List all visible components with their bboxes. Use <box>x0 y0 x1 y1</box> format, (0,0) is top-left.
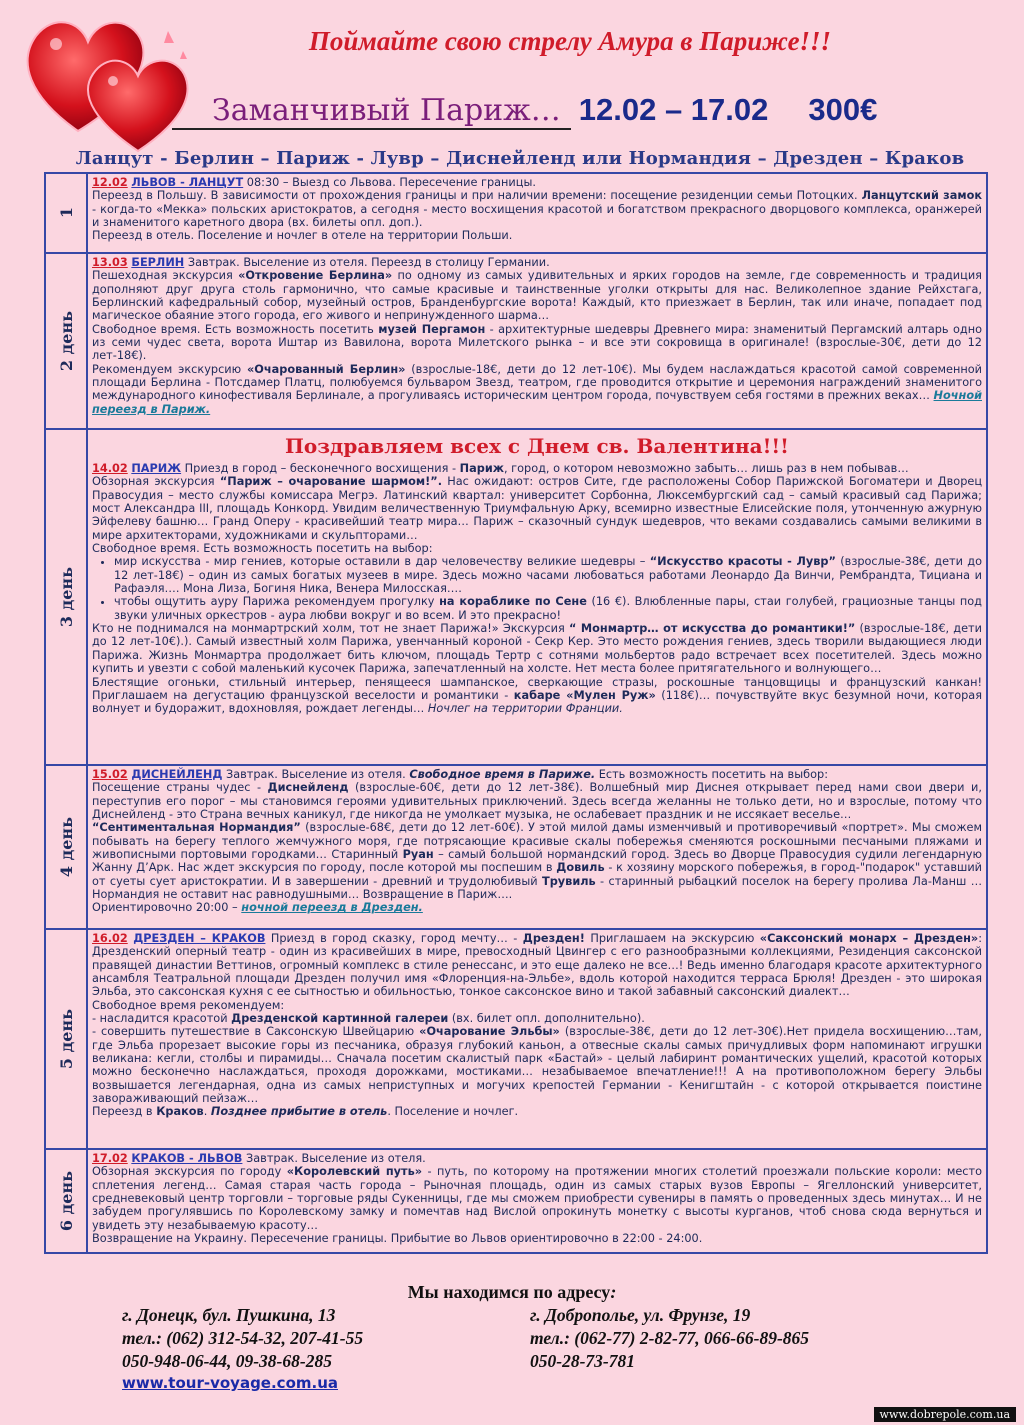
text: Обзорная экскурсия по городу <box>92 1165 287 1179</box>
highlight: кабаре «Мулен Руж» <box>513 688 656 702</box>
text: Посещение страны чудес - <box>92 781 268 795</box>
text: : Дрезденский оперный театр - один из красивейших в мире, превосходный Цвингер с его разнообразными коллекциями, Резиденция саксонской правящей династии Веттинов, огромный комплекс в стиле ренессанс, и это еще далеко не все…! Ведь именно благодаря красоте архитектурного ансамбля Театральной площади Дрезден получил имя «Флоренция-на-Эльбе», вдоль которой находится терраса Брюля! Дрезден - это широкая Эльба, это саксонская кухня с ее сытностью и обильностью, тонкое саксонское вино и такой забавный саксонский диалект… <box>92 932 982 999</box>
text: Переезд в отель. Поселение и ночлег в отеле на территории Польши. <box>92 229 513 243</box>
highlight: “ Монмартр… от искусства до романтики!” <box>568 622 856 636</box>
list-item <box>114 595 982 622</box>
text: . Поселение и ночлег. <box>387 1105 519 1119</box>
phone-line: тел.: (062) 312-54-32, 207-41-55 <box>122 1328 364 1348</box>
text: Пешеходная экскурсия <box>92 269 239 283</box>
text: Свободное время. Есть возможность посетить на выбор: <box>92 542 433 556</box>
day-city: КРАКОВ - ЛЬВОВ <box>131 1152 243 1165</box>
day-date: 16.02 <box>92 932 128 945</box>
list-item <box>114 555 982 595</box>
day-city: ДИСНЕЙЛЕНД <box>131 768 223 781</box>
text: , город, о котором невозможно забыть… лишь раз в нем побывав… <box>504 462 909 475</box>
address-heading-text: Мы находимся по адресу <box>407 1282 611 1302</box>
text: - путь, по которому на протяжении многих столетий проезжали польские короли: место сплетения легенд… Самая старая часть города – Рыночная площадь, один из самых старых вузов Европы – Ягеллонский университет, средневековый центр торговли – торговые ряды Сукенницы, где мы сможем приобрести сувениры в память о проведенных здесь минутах… И не забудем прогулявшись по Королевскому замку и помечтав над Вислой опрокинуть монетку с высоты курганов, чтоб снова сюда вернуться и увидеть эту незабываемую красоту… <box>92 1165 983 1232</box>
day-6-text <box>87 1149 987 1253</box>
text: Рекомендуем экскурсию <box>92 362 247 376</box>
text: Приглашаем на экскурсию <box>584 932 760 945</box>
text: Ориентировочно 20:00 – <box>92 901 242 915</box>
website-link[interactable]: www.tour-voyage.com.ua <box>122 1374 339 1392</box>
text: - к хозяину морского побережья, в город-"подарок" уставший от суеты сует аристократии. И в завершении - древний и трудолюбивый <box>92 861 983 888</box>
address-heading-colon: : <box>610 1282 617 1302</box>
day-label: 4 день <box>56 816 76 878</box>
day-label-cell <box>45 929 87 1149</box>
text: - совершить путешествие в Саксонскую Швейцарию <box>92 1025 420 1039</box>
day-5-text <box>87 929 987 1149</box>
day-row-1 <box>45 173 987 253</box>
hearts-icon <box>18 6 208 156</box>
highlight: Краков <box>156 1105 204 1119</box>
text: Переезд в <box>92 1105 157 1119</box>
address-dobropolye <box>530 1304 809 1373</box>
options-list <box>92 555 982 622</box>
text: (16 €). Влюбленные пары, стаи голубей, грациозные танцы под звуки уличных оркестров - аура любви вокруг и во всем. И это прекрасно! <box>114 595 982 622</box>
text: - архитектурные шедевры Древнего мира: знаменитый Пергамский алтарь одно из семи чудес света, ворота Иштар из Вавилона, ворота Милетского рынка – и все эти сокровища в оригинале! (взрослые-30€, дети до 12 лет-18€). <box>92 322 983 363</box>
highlight: Диснейленд <box>267 781 349 795</box>
highlight: на кораблике по Сене <box>439 595 587 609</box>
day-city: ЛЬВОВ - ЛАНЦУТ <box>131 176 244 189</box>
day-2-text <box>87 253 987 429</box>
text: Возвращение на Украину. Пересечение границы. Прибытие во Львов ориентировочно в 22:00 - 24:00. <box>92 1232 703 1246</box>
day-label-cell <box>45 1149 87 1253</box>
highlight: «Саксонский монарх – Дрезден» <box>759 932 979 945</box>
highlight: Трувиль <box>542 874 596 888</box>
phone-line: 050-948-06-44, 09-38-68-285 <box>122 1351 332 1371</box>
highlight: «Очарование Эльбы» <box>419 1025 560 1039</box>
highlight: «Королевский путь» <box>286 1165 423 1179</box>
text: мир искусства - мир гениев, которые оставили в дар человечеству великие шедевры – <box>114 555 650 569</box>
day-row-5 <box>45 929 987 1149</box>
text: - старинный рыбацкий поселок на берегу пролива Ла-Манш … Нормандия не оставит нас равнодушными… Возвращение в Париж…. <box>92 874 982 902</box>
highlight: Ланцутский замок <box>861 189 983 203</box>
day-label-cell <box>45 173 87 253</box>
text: . <box>203 1105 211 1119</box>
highlight: “Париж – очарование шармом!”. <box>219 475 442 489</box>
phone-line: тел.: (062-77) 2-82-77, 066-66-89-865 <box>530 1328 810 1348</box>
text: - насладится красотой <box>92 1012 232 1026</box>
text: (взрослые-38€, дети до 12 лет-18€) – один из самых богатых музеев в мире. Здесь можно часами любоваться работами Леонардо Да Винчи, Рембрандта, Тициана и Рафаэля…. Мона Лиза, Богиня Ника, Венера Милосская…. <box>114 555 982 596</box>
day-3-text <box>87 429 987 765</box>
text: 08:30 – Выезд со Львова. Пересечение границы. <box>243 176 536 189</box>
day-city: ДРЕЗДЕН – КРАКОВ <box>133 932 266 945</box>
text: по одному из самых удивительных и ярких городов на земле, где современность и традиция дополняют друг друга столь гармонично, что самые красивые и таинственные уголки открыты для нас. Великолепное здание Рейхстага, Берлинский кафедральный собор, музейный остров, Бранденбургские ворота! Каждый, кто приезжает в Берлин, так или иначе, попадает под магическое обаяние этого города, его живого и непринужденного шарма… <box>92 269 982 323</box>
congratulations-banner: Поздравляем всех с Днем св. Валентина!!! <box>285 434 789 458</box>
tour-title-line <box>172 92 932 132</box>
highlight: Довиль <box>556 861 605 875</box>
text: Свободное время рекомендуем: <box>92 998 285 1012</box>
route: Ланцут - Берлин – Париж - Лувр – Диснейленд или Нормандия – Дрезден – Краков <box>75 148 965 169</box>
highlight: Свободное время в Париже. <box>409 768 596 781</box>
day-4-text <box>87 765 987 929</box>
highlight: музей Пергамон <box>378 322 486 336</box>
highlight: Дрезденской картинной галереи <box>231 1012 449 1026</box>
text: Завтрак. Выселение из отеля. <box>242 1152 426 1165</box>
text: (взрослые-18€, дети до 12 лет-10€).). Самый известный холм Парижа, увенчанный короной - Секр Кер. Это место рождения гениев, здесь творили выдающиеся люди Парижа. Жизнь Монмартра продолжает бить ключом, площадь Тертр с сотнями мольбертов радо встречает всех посетителей. Здесь можно купить и увезти с собой маленький кусочек Парижа, запечатленный на холсте. Нет места более притягательного и волнующего… <box>92 622 982 676</box>
day-row-3 <box>45 429 987 765</box>
text: Переезд в Польшу. В зависимости от прохождения границы и при наличии времени: посещение резиденции семьи Потоцких. <box>92 189 858 203</box>
day-row-2 <box>45 253 987 429</box>
text: (взрослые-60€, дети до 12 лет-38€). Волшебный мир Диснея открывает перед нами свои двери и, переступив его порог – мы становимся героями удивительных приключений. Здесь всегда желанны не только дети, но и взрослые, потому что Диснейленд - это Страна вечных каникул, где никогда не умолкает музыка, не ослабевает праздник и не иссякает веселье… <box>92 781 982 822</box>
highlight: Руан <box>402 848 434 862</box>
highlight: Дрезден! <box>522 932 585 945</box>
address-donetsk <box>122 1304 363 1373</box>
text: Свободное время. Есть возможность посетить <box>92 322 379 336</box>
phone-line: 050-28-73-781 <box>530 1351 635 1371</box>
text: (взрослые-18€, дети до 12 лет-10€). Мы будем наслаждаться красотой самой современной площади Берлина - Потсдамер Платц, полюбуемся бульваром Звезд, театром, где проводится открытие и церемония награждений знаменитого международного кинофестиваля Берлинале, а прогуливаясь историческим центром города, почувствуем себя гостями в прежних веках… <box>92 362 982 403</box>
text: Приезд в город – бесконечного восхищения - <box>181 462 460 475</box>
day-row-6 <box>45 1149 987 1253</box>
text: Обзорная экскурсия <box>92 475 220 489</box>
day-label: 2 день <box>56 310 76 372</box>
text: Блестящие огоньки, стильный интерьер, пенящееся шампанское, сверкающие стразы, роскошные танцовщицы и французский канкан! Приглашаем на дегустацию французской веселости и романтики - <box>92 675 982 702</box>
text: чтобы ощутить ауру Парижа рекомендуем прогулку <box>114 595 440 609</box>
night-transfer-link[interactable]: Ночной переезд в Париж. <box>92 389 982 416</box>
tour-name: Заманчивый Париж… <box>172 94 571 130</box>
text: Завтрак. Выселение из отеля. <box>222 768 410 781</box>
day-city: ПАРИЖ <box>131 462 182 475</box>
text: Приезд в город сказку, город мечту… - <box>265 932 523 945</box>
night-transfer-link[interactable]: ночной переезд в Дрезден. <box>241 901 423 915</box>
day-label-cell <box>45 429 87 765</box>
highlight: “Искусство красоты - Лувр” <box>649 555 836 569</box>
day-date: 14.02 <box>92 462 128 475</box>
day-date: 15.02 <box>92 768 128 781</box>
text: Кто не поднимался на монмартрский холм, тот не знает Парижа!» Экскурсия <box>92 622 569 636</box>
day-date: 12.02 <box>92 176 128 189</box>
text: (взрослые-38€, дети до 12 лет-30€).Нет придела восхищению…там, где Эльба прорезает высокие горы из песчаника, образуя глубокий каньон, а отвесные скалы самых причудливых форм напоминают игрушки великана: кегли, столбы и пирамиды… Сначала посетим скалистый парк «Бастай» - целый лабиринт романтических ущелий, красотой которых можно бесконечно наслаждаться, проходя дорожками, мостиками… незабываемое впечатление!!! А на противоположном берегу Эльбы возвышается легендарная, одна из самых неприступных и могучих крепостей Германии - Кенигштайн - с которой открывается поистине завораживающий пейзаж… <box>92 1025 982 1106</box>
day-row-4 <box>45 765 987 929</box>
text: – самый большой нормандский город. Здесь во Дворце Правосудия судили легендарную Жанну Д’Арк. Нас ждет экскурсия по городу, после которой мы поспешим в <box>92 848 982 875</box>
day-city: БЕРЛИН <box>131 256 185 269</box>
day-label: 5 день <box>56 1008 76 1070</box>
text: (118€)… почувствуйте вкус безумной ночи, которая волнует и будоражит, вдохновляя, рождает легенды… <box>92 688 982 716</box>
day-label: 6 день <box>56 1170 76 1232</box>
highlight: Позднее прибытие в отель <box>210 1105 388 1119</box>
day-label-cell <box>45 253 87 429</box>
overnight-note: Ночлег на территории Франции. <box>427 702 623 716</box>
tour-price: 300€ <box>808 92 878 127</box>
address-heading <box>0 1282 1024 1303</box>
text: (взрослые-68€, дети до 12 лет-60€). У этой милой дамы изменчивый и противоречивый «портрет». Мы сможем побывать на берегу теплого жемчужного моря, где потрясающие красивые скалы побережья сменяются роскошными песчаными пляжами и живописными портовыми городками… Старинный <box>92 821 982 862</box>
headline: Поймайте свою стрелу Амура в Париже!!! <box>308 26 832 56</box>
address-line: г. Доброполье, ул. Фрунзе, 19 <box>530 1305 751 1325</box>
text: Есть возможность посетить на выбор: <box>595 768 828 781</box>
tour-dates: 12.02 – 17.02 <box>578 92 769 127</box>
highlight: “Сентиментальная Нормандия” <box>92 821 301 835</box>
text: - когда-то «Мекка» польских аристократов, а сегодня - место восхищения красотой и богатством прекрасного дворцового комплекса, оранжерей и знаменитого каретного двора (вх. билеты опл. доп.). <box>92 202 982 230</box>
day-label-cell <box>45 765 87 929</box>
watermark: www.dobrepole.com.ua <box>874 1407 1016 1422</box>
day-label: 1 <box>56 207 76 219</box>
program-table <box>44 172 988 1254</box>
day-date: 17.02 <box>92 1152 128 1165</box>
highlight: Париж <box>459 462 504 475</box>
address-line: г. Донецк, бул. Пушкина, 13 <box>122 1305 336 1325</box>
day-1-text <box>87 173 987 253</box>
day-date: 13.03 <box>92 256 128 269</box>
text: (вх. билет опл. дополнительно). <box>448 1012 645 1026</box>
highlight: «Очарованный Берлин» <box>246 362 406 376</box>
highlight: «Откровение Берлина» <box>238 269 393 283</box>
text: Завтрак. Выселение из отеля. Переезд в столицу Германии. <box>184 256 550 269</box>
text: Нас ожидают: остров Сите, где расположены Собор Парижской Богоматери и Дворец Правосудия – место службы комиссара Мегрэ. Латинский квартал: университет Сорбонна, Люксембургский сад – самый красивый сад Парижа; мост Александра III, площадь Конкорд. Увидим величественную Триумфальную Арку, всемирно известные Елисейские поля, утонченную ажурную Эйфелеву башню… Гранд Оперу - красивейший театр мира… Париж – сказочный сундук шедевров, что веками создавались самыми великими в мире архитекторами, художниками и скульпторами… <box>92 475 983 542</box>
day-label: 3 день <box>56 566 76 628</box>
